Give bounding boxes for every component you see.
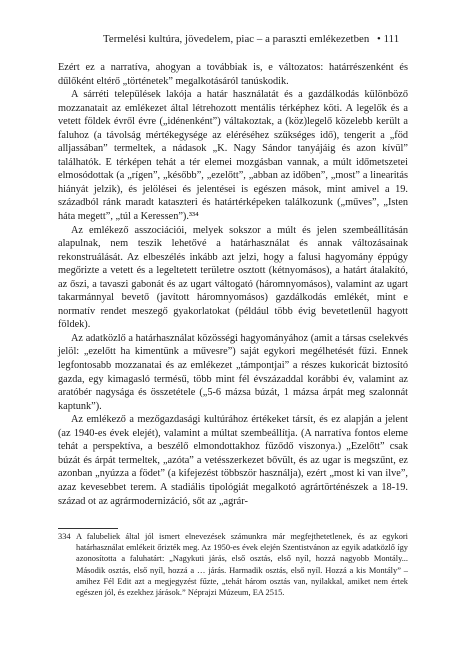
- paragraph-5: Az emlékező a mezőgazdasági kultúrához értékeket társít, és ez alapján a jelent (az 1940-es évek elejét), valamint a múltat szembeállítja. (A narratíva fontos eleme tehát a perspektíva, a beszélő elmondottakhoz fűződő viszonya.) „Ezelőtt” csak búzát és árpát termeltek, „azóta” a vetésszerkezet bővült, és az ugar is megszűnt, ez azonban „nyúzza a födet” (a kifejezést többször használja), ezért „most ki van ilve”, azaz kevesebbet terem. A stadiális tipológiát megalkotó agrártörténészek a 18-19. század ot az agrármodernizáció, sőt az „agrár-: [58, 414, 408, 507]
- paragraph-2: A sárréti települések lakója a határ használatát és a gazdálkodás különböző mozzanatait az emlékezet által létrehozott mentális térképhez köti. A legelők és a vetett földek évről évre („idénenként”) váltakoztak, a (köz)legelő közelebb került a faluhoz (a távolság mértékegysége az eléréséhez szükséges idő), tengerit a „föd alljassában” termeltek, a nádasok „K. Nagy Sándor tanyájáig és azon kívül” találhatók. E térképen tehát a tér elemei mozgásban vannak, a múlt időmetszetei elmosódottak (a „rígen”, „később”, „ezelőtt”, „abban az időben”, „most” a linearitás hiányát jelzik), és jelölései és jelentései is egészen mások, mint amivel a 19. századból ránk maradt kataszteri és határtérképeken találkozunk („műves”, „Isten háta megett”, „túl a Keressen”).³³⁴: [58, 89, 408, 223]
- running-head-separator: •: [377, 33, 381, 45]
- footnote-separator-rule: [58, 528, 118, 529]
- footnote-number: 334: [58, 532, 71, 541]
- paragraph-3: Az emlékező asszociációi, melyek sokszor a múlt és jelen szembeállításán alapulnak, nem teszik lehetővé a határhasználat és annak változásainak rekonstruálását. Az elbeszélés inkább azt jelzi, hogy a falusi hagyomány éppúgy megőrizte a vetett és a legeltetett területre osztott (kétnyomásos), a határt átalakító, az őszi, a tavaszi gabonát és az ugart váltogató (háromnyomásos), valamint az ugart takarmánnyal bevető (javított háromnyomásos) gazdálkodás emlékét, mint e normatív rendet meszegő gyakorlatokat (például több évig bevetetlenül hagyott földek).: [58, 224, 408, 331]
- page-number-block: [377, 33, 399, 45]
- body-text: [58, 61, 408, 508]
- running-head-title: Termelési kultúra, jövedelem, piac – a paraszti emlékezetben: [103, 33, 370, 45]
- running-head: [0, 33, 466, 49]
- page-number: 111: [383, 33, 400, 45]
- footnote-text: A falubeliek által jól ismert elnevezések számunkra már megfejthetetlenek, és az egykori határhasználat emlékeit őrizték meg. Az 1950-es évek elején Szentistvánon az egyik adatközlő így azonosította a faluhatárt: „Nagykuti járás, első osztás, első nyíl, hozzá nagyobb Montály... Második osztás, első nyíl, hozzá a … járás. Harmadik osztás, első nyíl. Hozzá a kis Montály” – amihez Fél Edit azt a megjegyzést fűzte, „tehát három osztás van, nyilakkal, amiket nem értek egészen jól, és ezekhez járások.” Néprajzi Múzeum, EA 2515.: [76, 532, 408, 598]
- paragraph-1: Ezért ez a narratíva, ahogyan a továbbiak is, e változatos: határrészenként és dűlőként eltérő „történetek” megalkotásáról tanúskodik.: [58, 62, 408, 87]
- footnote: [58, 531, 408, 598]
- paragraph-4: Az adatközlő a határhasználat közösségi hagyományához (amit a társas cselekvés jelöl: „ezelőtt ha kimentünk a művesre”) saját egykori megélhetését fűzi. Ennek legfontosabb mozzanatai és az emlékezet „támpontjai” a részes kukoricát biztosító gazda, egy kimagasló termésű, több mint fél évszázaddal korábbi év, valamint az aratóbér nagysága és összetétele („5-6 mázsa búzát, 1 mázsa árpát meg szalonnát kaptunk”).: [58, 332, 408, 412]
